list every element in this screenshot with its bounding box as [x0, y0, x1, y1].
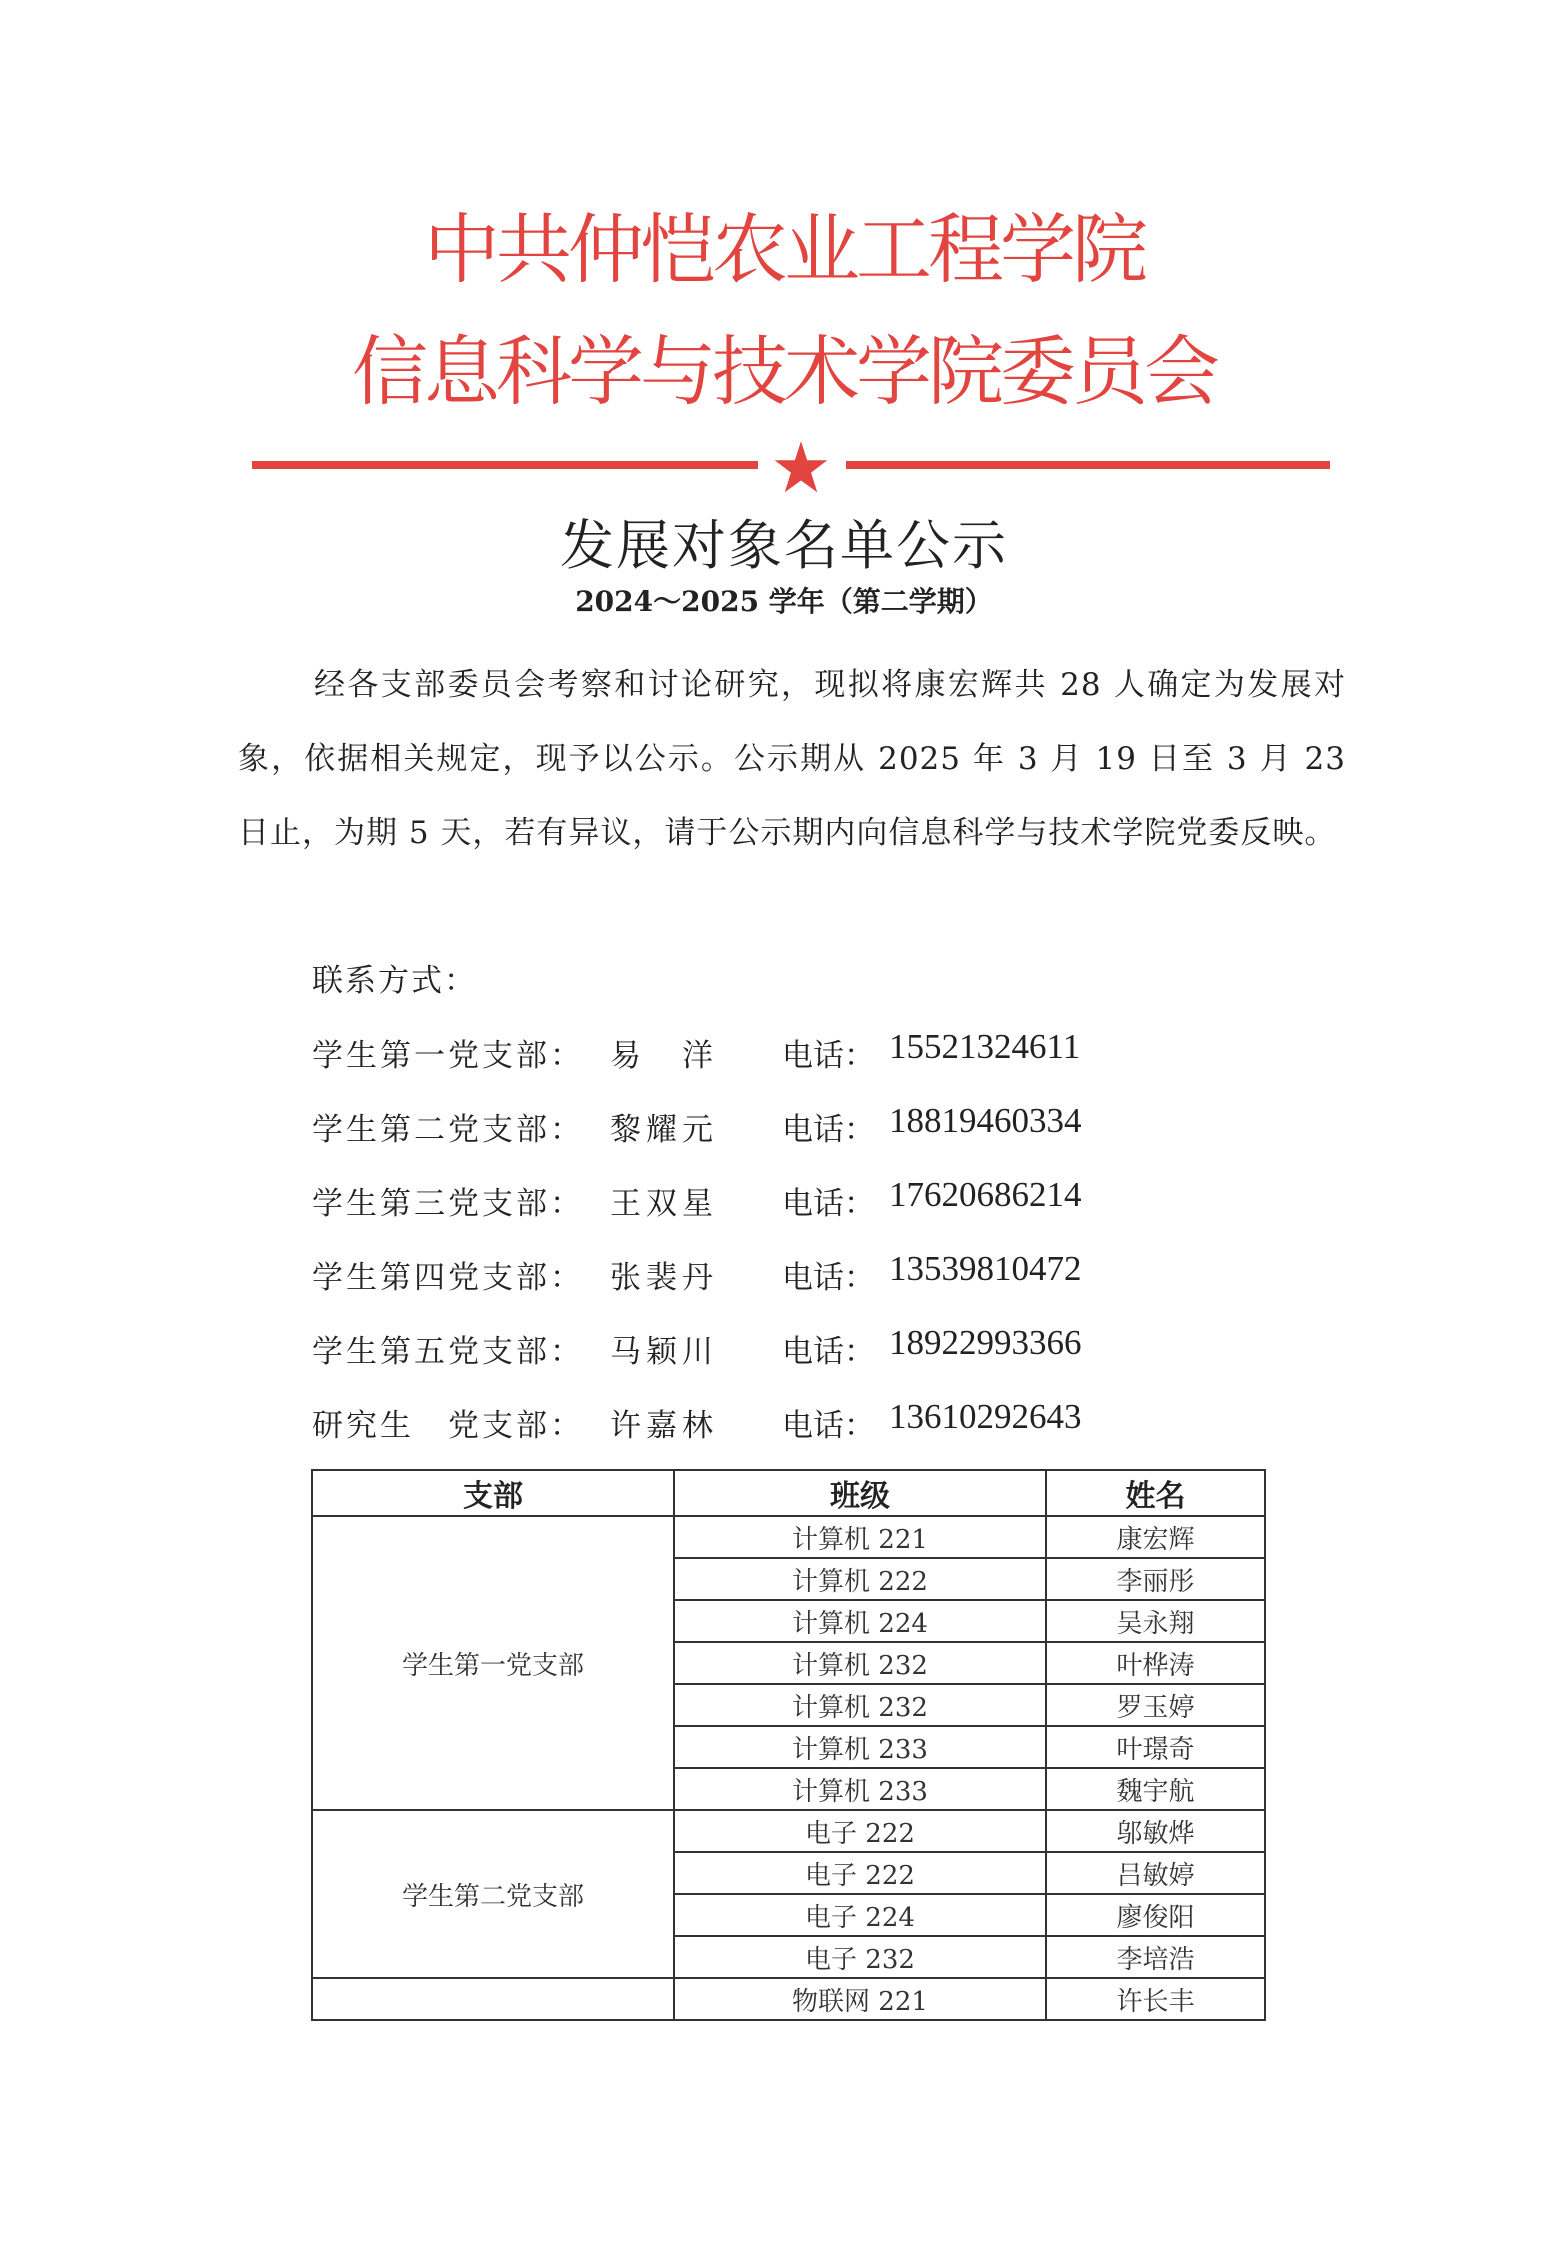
contact-branch: 学生第一党支部：	[312, 1038, 584, 1074]
contact-person: 许嘉林	[610, 1408, 718, 1444]
name-cell: 李培浩	[1046, 1936, 1265, 1978]
contact-branch: 学生第三党支部：	[312, 1186, 584, 1222]
class-cell: 计算机 232	[674, 1642, 1046, 1684]
name-cell: 李丽彤	[1046, 1558, 1265, 1600]
announcement-body: 经各支部委员会考察和讨论研究，现拟将康宏辉共 28 人确定为发展对象，依据相关规定，现予以公示。公示期从 2025 年 3 月 19 日至 3 月 23 日止，为期 5 天，若有异议，请于公示期内向信息科学与技术学院党委反映。	[238, 667, 1346, 851]
name-cell: 吕敏婷	[1046, 1852, 1265, 1894]
class-cell: 计算机 224	[674, 1600, 1046, 1642]
name-cell: 吴永翔	[1046, 1600, 1265, 1642]
column-header-branch: 支部	[312, 1470, 674, 1516]
class-cell: 计算机 233	[674, 1768, 1046, 1810]
class-cell: 电子 222	[674, 1810, 1046, 1852]
branch-cell: 学生第二党支部	[312, 1810, 674, 1978]
contact-person: 黎耀元	[610, 1112, 718, 1148]
contact-phone: 15521324611	[889, 1027, 1081, 1066]
column-header-name: 姓名	[1046, 1470, 1265, 1516]
contact-phone-label: 电话：	[782, 1038, 875, 1074]
contact-phone: 17620686214	[889, 1175, 1082, 1214]
class-cell: 电子 232	[674, 1936, 1046, 1978]
table-row	[312, 1978, 1265, 2020]
branch-cell: 学生第一党支部	[312, 1516, 674, 1810]
document-title: 发展对象名单公示	[560, 514, 1008, 577]
class-cell: 计算机 221	[674, 1516, 1046, 1558]
name-cell: 罗玉婷	[1046, 1684, 1265, 1726]
name-cell: 魏宇航	[1046, 1768, 1265, 1810]
contact-phone-label: 电话：	[782, 1260, 875, 1296]
name-cell: 叶桦涛	[1046, 1642, 1265, 1684]
name-cell: 康宏辉	[1046, 1516, 1265, 1558]
contact-person: 张裴丹	[610, 1260, 718, 1296]
letterhead-title-line1: 中共仲恺农业工程学院	[424, 205, 1144, 294]
contact-phone: 13610292643	[889, 1397, 1082, 1436]
contact-branch: 学生第五党支部：	[312, 1334, 584, 1370]
contact-phone: 18922993366	[889, 1323, 1082, 1362]
table-row	[312, 1810, 1265, 1852]
contact-phone-label: 电话：	[782, 1334, 875, 1370]
contact-phone-label: 电话：	[782, 1112, 875, 1148]
contact-branch: 研究生 党支部：	[312, 1408, 584, 1444]
contact-phone: 13539810472	[889, 1249, 1082, 1288]
class-cell: 电子 222	[674, 1852, 1046, 1894]
contact-label: 联系方式：	[312, 963, 477, 999]
contact-phone-label: 电话：	[782, 1186, 875, 1222]
name-cell: 许长丰	[1046, 1978, 1265, 2020]
class-cell: 计算机 232	[674, 1684, 1046, 1726]
contact-person: 王双星	[610, 1186, 718, 1222]
name-cell: 邬敏烨	[1046, 1810, 1265, 1852]
letterhead-rule-left	[252, 461, 758, 469]
column-header-class: 班级	[674, 1470, 1046, 1516]
contact-phone: 18819460334	[889, 1101, 1082, 1140]
letterhead-rule-right	[846, 461, 1330, 469]
table-row	[312, 1516, 1265, 1558]
contact-branch: 学生第二党支部：	[312, 1112, 584, 1148]
class-cell: 电子 224	[674, 1894, 1046, 1936]
class-cell: 物联网 221	[674, 1978, 1046, 2020]
contact-person: 马颖川	[610, 1334, 718, 1370]
star-icon	[773, 440, 829, 494]
letterhead-title-line2: 信息科学与技术学院委员会	[352, 327, 1216, 416]
table-header-row	[312, 1470, 1265, 1516]
document-subtitle: 2024～2025 学年（第二学期）	[575, 585, 993, 618]
contact-phone-label: 电话：	[782, 1408, 875, 1444]
name-cell: 叶璟奇	[1046, 1726, 1265, 1768]
contact-branch: 学生第四党支部：	[312, 1260, 584, 1296]
candidate-table	[311, 1469, 1266, 2021]
class-cell: 计算机 233	[674, 1726, 1046, 1768]
class-cell: 计算机 222	[674, 1558, 1046, 1600]
contact-person: 易 洋	[610, 1038, 718, 1074]
branch-cell	[312, 1978, 674, 2020]
name-cell: 廖俊阳	[1046, 1894, 1265, 1936]
